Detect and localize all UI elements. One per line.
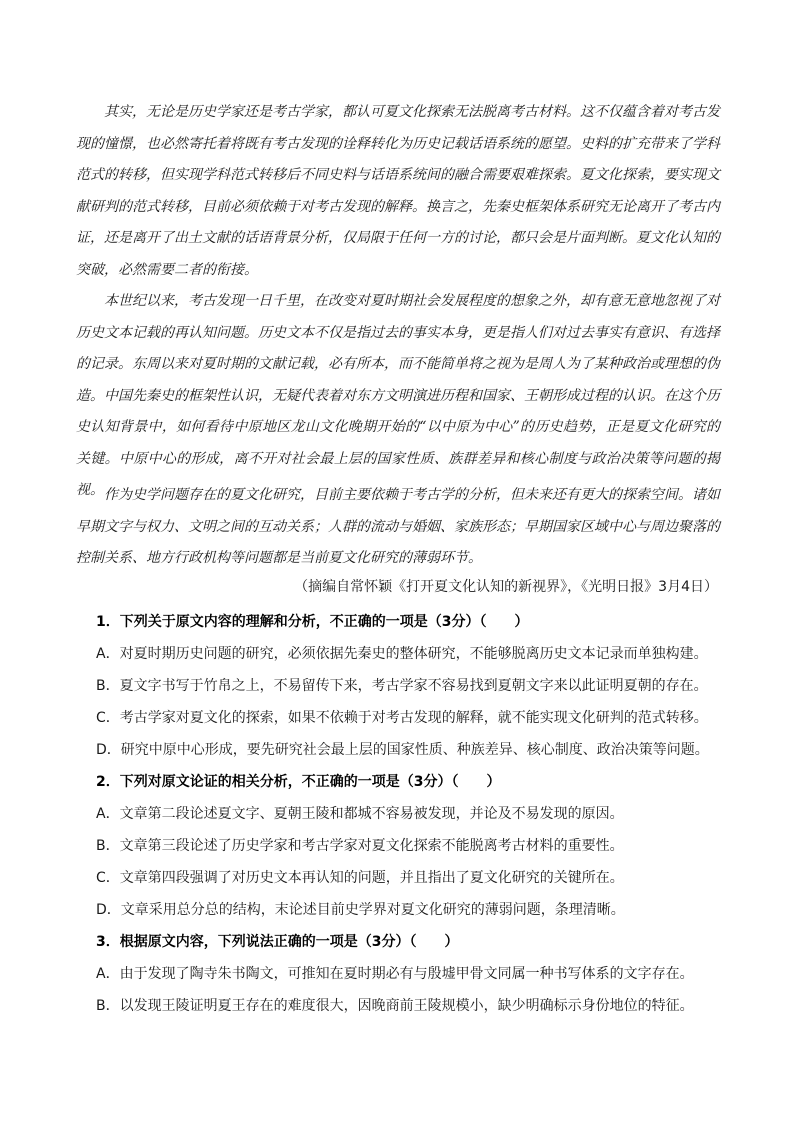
question-2-option-a: A．文章第二段论述夏文字、夏朝王陵和都城不容易被发现，并论及不易发现的原因。 [96,806,624,822]
question-3-option-a: A．由于发现了陶寺朱书陶文，可推知在夏时期必有与殷墟甲骨文同属一种书写体系的文字存在。 [96,966,694,982]
passage-paragraph-3: 作为史学问题存在的夏文化研究，目前主要依赖于考古学的分析，但未来还有更大的探索空间。诸如早期文字与权力、文明之间的互动关系；人群的流动与婚姻、家族形态；早期国家区域中心与周边聚落的控制关系、地方行政机构等问题都是当前夏文化研究的薄弱环节。 [76,487,720,566]
question-3-option-b: B．以发现王陵证明夏王存在的难度很大，因晚商前王陵规模小，缺少明确标示身份地位的特征。 [96,998,694,1014]
passage-paragraph-2: 本世纪以来，考古发现一日千里，在改变对夏时期社会发展程度的想象之外，却有意无意地忽视了对历史文本记载的再认知问题。历史文本不仅是指过去的事实本身，更是指人们对过去事实有意识、有选择的记录。东周以来对夏时期的文献记载，必有所本，而不能简单将之视为是周人为了某种政治或理想的伪造。中国先秦史的框架性认识，无疑代表着对东方文明演进历程和国家、王朝形成过程的认识。在这个历史认知背景中，如何看待中原地区龙山文化晚期开始的“以中原为中心”的历史趋势，正是夏文化研究的关键。中原中心的形成，离不开对社会最上层的国家性质、族群差异和核心制度与政治决策等问题的揭视。 [76,293,720,498]
passage-paragraph-1: 其实，无论是历史学家还是考古学家，都认可夏文化探索无法脱离考古材料。这不仅蕴含着对考古发现的憧憬，也必然寄托着将既有考古发现的诠释转化为历史记载话语系统的愿望。史料的扩充带来了学科范式的转移，但实现学科范式转移后不同史料与话语系统间的融合需要艰难探索。夏文化探索，要实现文献研判的范式转移，目前必须依赖于对考古发现的解释。换言之，先秦史框架体系研究无论离开了考古内证，还是离开了出土文献的话语背景分析，仅局限于任何一方的讨论，都只会是片面判断。夏文化认知的突破，必然需要二者的衔接。 [76,104,720,278]
question-2-option-d: D．文章采用总分总的结构，末论述目前史学界对夏文化研究的薄弱问题，条理清晰。 [96,902,625,918]
question-1-stem: 1．下列关于原文内容的理解和分析，不正确的一项是（3分）（ ） [96,614,529,630]
question-1-option-d: D．研究中原中心形成，要先研究社会最上层的国家性质、种族差异、核心制度、政治决策等问题。 [96,742,709,758]
question-1-option-a: A．对夏时期历史问题的研究，必须依据先秦史的整体研究，不能够脱离历史文本记录而单独构建。 [96,646,708,662]
question-1-option-c: C．考古学家对夏文化的探索，如果不依赖于对考古发现的解释，就不能实现文化研判的范式转移。 [96,710,708,726]
question-2-option-b: B．文章第三段论述了历史学家和考古学家对夏文化探索不能脱离考古材料的重要性。 [96,838,624,854]
question-3-stem: 3．根据原文内容，下列说法正确的一项是（3分）（ ） [96,934,459,950]
passage-source: （摘编自常怀颖《打开夏文化认知的新视界》，《光明日报》3月4日） [294,579,718,595]
question-2-option-c: C．文章第四段强调了对历史文本再认知的问题，并且指出了夏文化研究的关键所在。 [96,870,624,886]
question-1-option-b: B．夏文字书写于竹帛之上，不易留传下来，考古学家不容易找到夏朝文字来以此证明夏朝的存在。 [96,678,708,694]
question-2-stem: 2．下列对原文论证的相关分析，不正确的一项是（3分）（ ） [96,774,501,790]
